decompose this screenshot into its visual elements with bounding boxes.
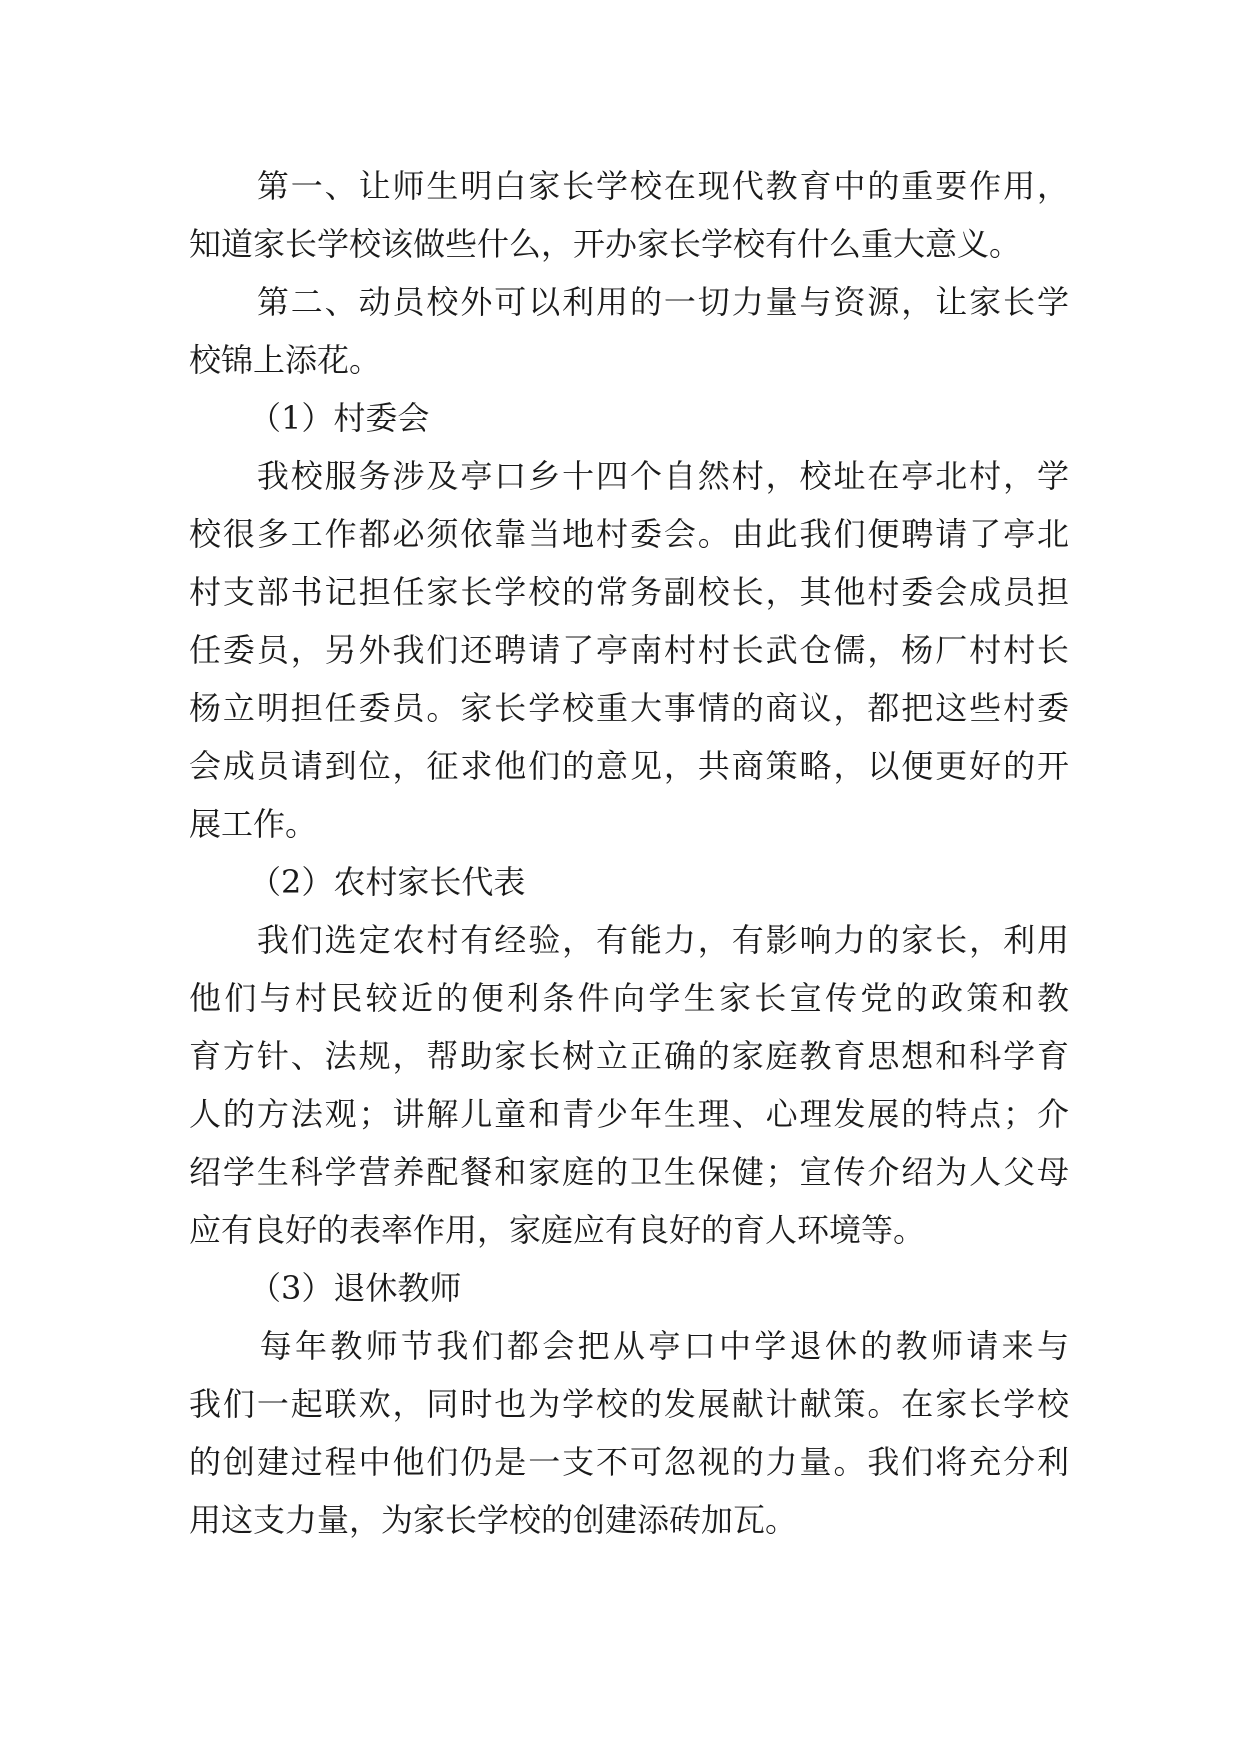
text-line: 展工作。	[189, 805, 318, 843]
text-line: 第一、让师生明白家长学校在现代教育中的重要作用，	[189, 167, 1069, 205]
text-line: 杨立明担任委员。家长学校重大事情的商议，都把这些村委	[189, 689, 1069, 727]
text-line: 校很多工作都必须依靠当地村委会。由此我们便聘请了亭北	[189, 515, 1069, 553]
heading-text: （1）村委会	[249, 399, 430, 437]
paragraph-2	[189, 273, 1069, 389]
text-line: 应有良好的表率作用，家庭应有良好的育人环境等。	[189, 1211, 926, 1249]
section-heading-3	[189, 1259, 1069, 1317]
paragraph-3	[189, 447, 1069, 853]
heading-text: （2）农村家长代表	[249, 863, 526, 901]
text-line: 绍学生科学营养配餐和家庭的卫生保健；宣传介绍为人父母	[189, 1153, 1069, 1191]
text-line: 知道家长学校该做些什么，开办家长学校有什么重大意义。	[189, 225, 1022, 263]
section-heading-2	[189, 853, 1069, 911]
text-line: 村支部书记担任家长学校的常务副校长，其他村委会成员担	[189, 573, 1069, 611]
text-line: 第二、动员校外可以利用的一切力量与资源，让家长学	[189, 283, 1069, 321]
paragraph-5	[189, 1317, 1069, 1549]
text-line: 我们选定农村有经验，有能力，有影响力的家长，利用	[189, 921, 1069, 959]
text-line: 人的方法观；讲解儿童和青少年生理、心理发展的特点；介	[189, 1095, 1069, 1133]
section-heading-1	[189, 389, 1069, 447]
text-line: 用这支力量，为家长学校的创建添砖加瓦。	[189, 1501, 798, 1539]
text-line: 他们与村民较近的便利条件向学生家长宣传党的政策和教	[189, 979, 1069, 1017]
document-body	[189, 157, 1069, 1549]
text-line: 会成员请到位，征求他们的意见，共商策略，以便更好的开	[189, 747, 1069, 785]
text-line: 校锦上添花。	[189, 341, 382, 379]
text-line: 的创建过程中他们仍是一支不可忽视的力量。我们将充分利	[189, 1443, 1069, 1481]
text-line: 我们一起联欢，同时也为学校的发展献计献策。在家长学校	[189, 1385, 1069, 1423]
text-line: 我校服务涉及亭口乡十四个自然村，校址在亭北村，学	[189, 457, 1069, 495]
paragraph-1	[189, 157, 1069, 273]
text-line: 每年教师节我们都会把从亭口中学退休的教师请来与	[189, 1327, 1069, 1365]
heading-text: （3）退休教师	[249, 1269, 462, 1307]
paragraph-4	[189, 911, 1069, 1259]
text-line: 任委员，另外我们还聘请了亭南村村长武仓儒，杨厂村村长	[189, 631, 1069, 669]
text-line: 育方针、法规，帮助家长树立正确的家庭教育思想和科学育	[189, 1037, 1069, 1075]
